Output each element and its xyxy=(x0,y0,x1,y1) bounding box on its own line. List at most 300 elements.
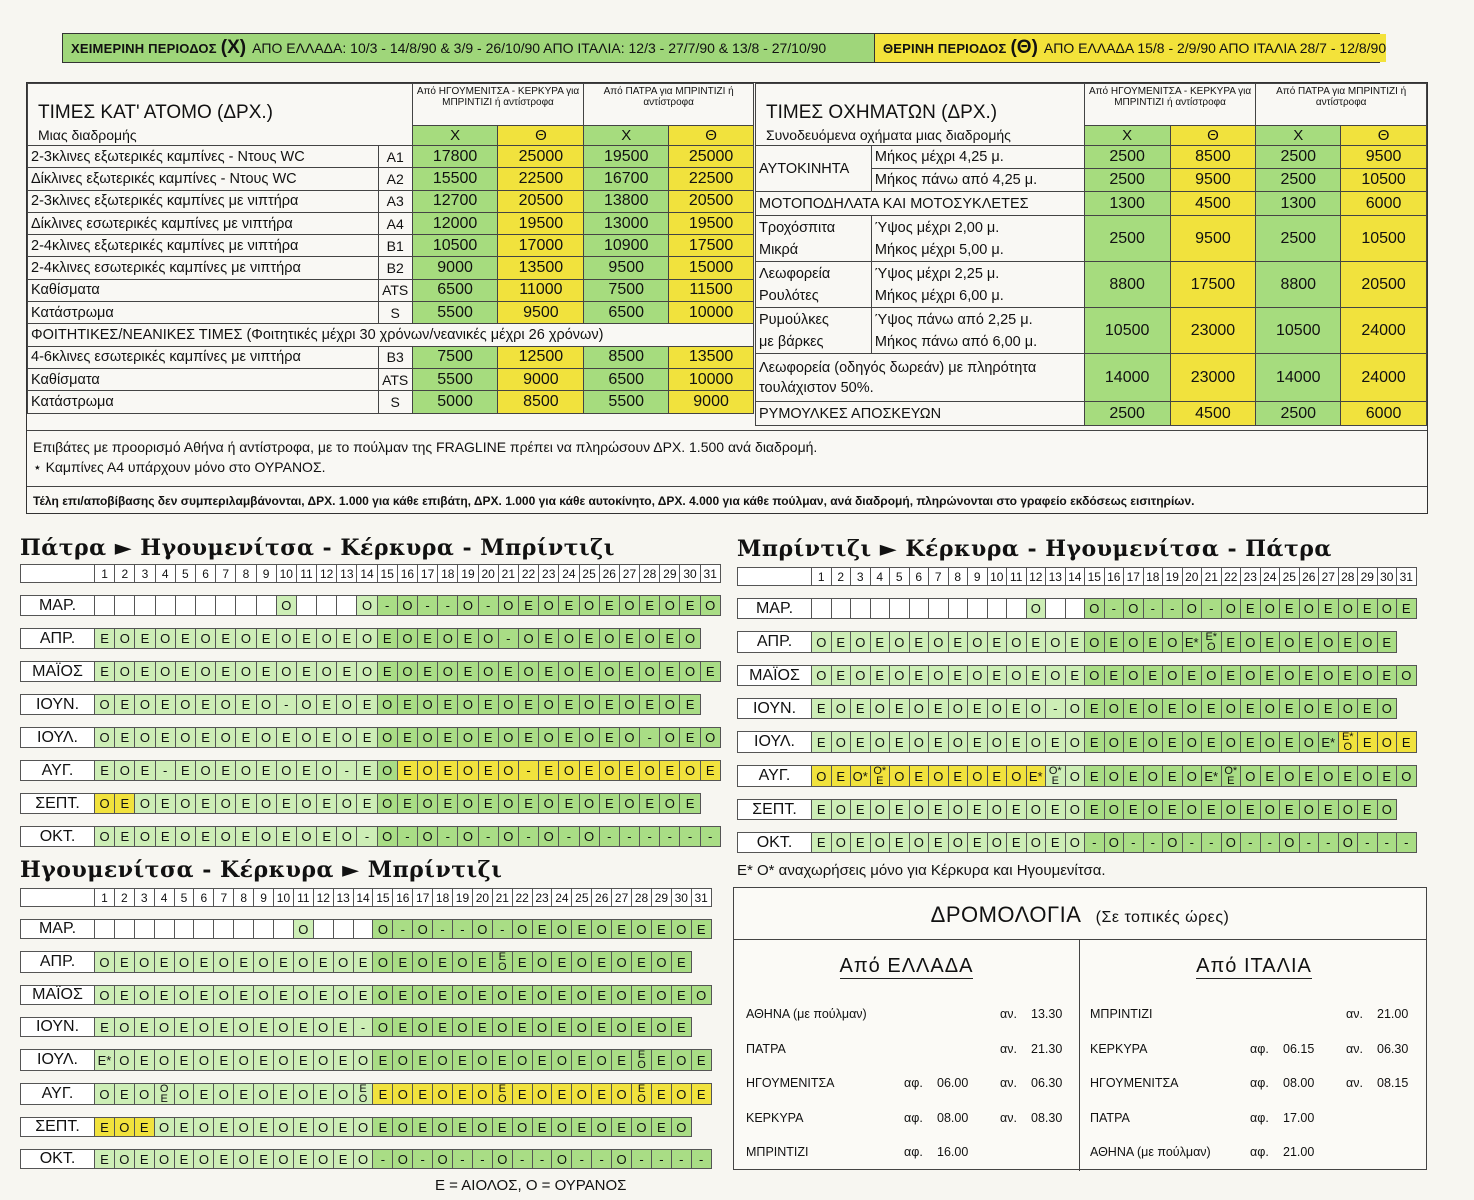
day-cell: Ο xyxy=(1221,833,1241,853)
schedule-place: ΑΘΗΝΑ (με πούλμαν) xyxy=(1090,1145,1211,1159)
day-number: 21 xyxy=(498,565,518,583)
calendar-month-row xyxy=(21,1118,712,1137)
day-cell: Ο xyxy=(214,952,234,973)
price-value: 9000 xyxy=(498,368,584,390)
day-cell: Ο xyxy=(353,1150,373,1169)
day-cell: Ε xyxy=(1104,666,1124,686)
day-cell: Ο xyxy=(418,728,438,748)
day-cell: Ε xyxy=(333,1050,353,1071)
day-cell: Ο xyxy=(453,986,473,1005)
day-cell: Ε xyxy=(214,1150,234,1169)
day-number: 11 xyxy=(1007,568,1027,586)
calendar-corner xyxy=(21,889,95,907)
day-cell: Ε xyxy=(433,952,453,973)
day-cell: Ε xyxy=(1299,632,1319,653)
price-value: 9000 xyxy=(412,257,498,279)
day-cell xyxy=(216,596,236,616)
day-cell: Ο xyxy=(175,794,195,814)
day-cell: Ο xyxy=(680,629,700,649)
price-value: 5000 xyxy=(412,391,498,413)
day-cell: Ε xyxy=(353,986,373,1005)
igoumenitsa-calendar-title: Ηγουμενίτσα - Κέρκυρα ► Μπρίντιζι xyxy=(20,857,503,883)
day-cell: Ε xyxy=(1124,699,1144,719)
person-price-subtitle: Μιας διαδρομής xyxy=(28,126,413,146)
day-cell: Ε xyxy=(831,766,851,787)
day-cell: Ο xyxy=(274,1018,294,1037)
day-cell: Ο xyxy=(1085,599,1105,619)
vehicle-group-name: Ρουλότες xyxy=(759,287,819,304)
day-cell: Ο xyxy=(135,728,155,748)
day-cell: - xyxy=(660,827,680,847)
day-cell: Ε xyxy=(851,699,871,719)
day-cell: Ο xyxy=(890,766,910,787)
day-cell: Ο xyxy=(256,695,276,715)
cabin-code: ATS xyxy=(378,279,412,301)
day-cell: - xyxy=(1182,833,1202,853)
day-cell: Ε xyxy=(1397,599,1417,619)
day-cell: Ο xyxy=(256,728,276,748)
day-cell: Ε xyxy=(438,794,458,814)
day-cell: Ε Ο xyxy=(492,1084,512,1105)
day-cell: Ε xyxy=(115,827,135,847)
day-cell: Ο xyxy=(532,952,552,973)
day-cell: - xyxy=(512,1150,532,1169)
day-cell: Ο xyxy=(532,1084,552,1105)
day-cell: Ο xyxy=(948,833,968,853)
day-cell: Ε xyxy=(397,695,417,715)
day-cell: Ο xyxy=(987,800,1007,820)
day-cell xyxy=(700,695,720,715)
day-cell: - xyxy=(397,827,417,847)
day-cell: Ο xyxy=(831,800,851,820)
day-cell: Ε xyxy=(293,1018,313,1037)
day-cell: Ε xyxy=(254,1118,274,1137)
day-cell: Ε xyxy=(1338,766,1358,787)
day-number: 21 xyxy=(1202,568,1222,586)
from-greece-heading: Από ΕΛΛΑΔΑ xyxy=(839,955,974,977)
day-cell: Ο xyxy=(1163,632,1183,653)
day-cell: Ε xyxy=(472,986,492,1005)
day-cell: Ε xyxy=(1319,800,1339,820)
day-cell: Ο xyxy=(274,1150,294,1169)
col-patra: Από ΠΑΤΡΑ για ΜΠΡΙΝΤΙΖΙ ή αντίστροφα xyxy=(584,84,754,126)
day-cell: Ο xyxy=(413,986,433,1005)
day-cell: Ο xyxy=(115,662,135,682)
day-number: 17 xyxy=(413,889,433,907)
day-cell: Ε xyxy=(357,695,377,715)
price-value: 20500 xyxy=(498,190,584,212)
schedule-place: ΠΑΤΡΑ xyxy=(746,1041,786,1056)
calendar-month-row xyxy=(21,1084,712,1105)
day-cell: Ε xyxy=(1026,666,1046,686)
day-cell: Ε xyxy=(1007,732,1027,753)
price-value: 23000 xyxy=(1170,308,1256,354)
day-number: 1 xyxy=(95,565,115,583)
day-cell: Ε xyxy=(651,1118,671,1137)
day-cell: Ο xyxy=(968,632,988,653)
day-cell: Ο xyxy=(987,833,1007,853)
day-cell: Ε xyxy=(276,794,296,814)
day-number: 7 xyxy=(216,565,236,583)
day-cell: Ε xyxy=(1046,732,1066,753)
day-cell: Ε xyxy=(691,1050,711,1071)
schedule-t1: 16.00 xyxy=(937,1145,969,1159)
day-cell: Ο xyxy=(909,732,929,753)
day-cell: Ο xyxy=(174,986,194,1005)
day-cell: Ε xyxy=(154,986,174,1005)
month-name: ΑΥΓ. xyxy=(738,766,812,787)
cabin-label: 2-3κλινες εξωτερικές καμπίνες - Ντους WC xyxy=(28,146,379,168)
day-number: 8 xyxy=(236,565,256,583)
price-value: 11000 xyxy=(498,279,584,301)
day-cell xyxy=(1397,699,1417,719)
day-cell: Ο xyxy=(929,766,949,787)
day-cell: Ο xyxy=(651,1018,671,1037)
day-cell: Ε xyxy=(592,1084,612,1105)
day-cell: Ε xyxy=(357,794,377,814)
day-cell: Ε xyxy=(276,827,296,847)
month-name: ΜΑΡ. xyxy=(21,596,95,616)
day-cell: Ε xyxy=(296,662,316,682)
day-cell: Ο xyxy=(640,761,660,781)
day-cell: Ε xyxy=(1280,800,1300,820)
period-bar xyxy=(62,33,1387,63)
day-cell: Ε xyxy=(619,629,639,649)
day-cell: Ο xyxy=(909,800,929,820)
day-cell: Ε xyxy=(216,629,236,649)
day-cell: Ο xyxy=(929,632,949,653)
day-cell xyxy=(236,596,256,616)
day-cell xyxy=(890,599,910,619)
day-cell: Ε xyxy=(413,1050,433,1071)
day-cell: Ο xyxy=(276,596,296,616)
day-cell xyxy=(337,596,357,616)
calendar-month-row xyxy=(738,800,1417,820)
calendar-month-row xyxy=(738,699,1417,719)
day-number: 31 xyxy=(700,565,720,583)
day-number: 16 xyxy=(1104,568,1124,586)
winter-dates: ΑΠΟ ΕΛΛΑΔΑ: 10/3 - 14/8/90 & 3/9 - 26/10/90 ΑΠΟ ΙΤΑΛΙΑ: 12/3 - 27/7/90 & 13/8 - 27/10/90 xyxy=(252,40,827,56)
day-cell: Ε xyxy=(518,596,538,616)
day-number: 6 xyxy=(195,565,215,583)
period-header: Χ xyxy=(1256,126,1341,146)
day-cell: Ο xyxy=(135,695,155,715)
day-cell: Ε xyxy=(174,1118,194,1137)
day-cell: Ο xyxy=(1007,766,1027,787)
day-cell: Ε Ο xyxy=(632,1084,652,1105)
day-cell: Ο xyxy=(155,662,175,682)
day-cell: Ο xyxy=(929,666,949,686)
day-cell: Ε xyxy=(95,1118,115,1137)
day-cell: Ο xyxy=(870,699,890,719)
day-cell: Ο xyxy=(1065,699,1085,719)
price-value: 17500 xyxy=(669,235,754,257)
month-name: ΙΟΥΛ. xyxy=(21,728,95,748)
month-name: ΟΚΤ. xyxy=(738,833,812,853)
day-cell: Ε xyxy=(313,952,333,973)
day-number: 14 xyxy=(357,565,377,583)
day-cell: Ο xyxy=(1007,632,1027,653)
schedule-row xyxy=(1080,1145,1420,1161)
day-number: 3 xyxy=(851,568,871,586)
vehicle-group-name: Μικρά xyxy=(759,241,799,258)
day-cell: - xyxy=(478,596,498,616)
day-cell: Ε xyxy=(194,986,214,1005)
day-cell: Ε xyxy=(175,761,195,781)
day-cell xyxy=(155,596,175,616)
day-cell: - xyxy=(680,827,700,847)
day-cell: Ο xyxy=(660,596,680,616)
day-cell: Ε xyxy=(592,1018,612,1037)
day-cell: Ο xyxy=(552,1118,572,1137)
day-cell: Ε xyxy=(812,732,832,753)
day-cell: Ε xyxy=(433,1018,453,1037)
day-cell: Ο xyxy=(1358,632,1378,653)
day-cell: Ε xyxy=(518,794,538,814)
day-number: 21 xyxy=(492,889,512,907)
calendar-month-row xyxy=(21,1018,712,1037)
day-cell: Ο xyxy=(492,1150,512,1169)
day-cell: Ε xyxy=(512,952,532,973)
day-cell: Ε xyxy=(195,728,215,748)
day-cell: Ο xyxy=(1202,666,1222,686)
cabin-label: Κατάστρωμα xyxy=(28,391,379,413)
schedule-a2: αν. xyxy=(1346,1041,1363,1056)
day-number: 8 xyxy=(234,889,254,907)
brindisi-calendar-title: Μπρίντιζι ► Κέρκυρα - Ηγουμενίτσα - Πάτρα xyxy=(737,536,1332,562)
day-cell: Ε* xyxy=(1026,766,1046,787)
day-cell: - xyxy=(619,827,639,847)
price-value: 17800 xyxy=(412,146,498,168)
day-cell: Ο xyxy=(458,761,478,781)
day-number: 10 xyxy=(987,568,1007,586)
day-cell: Ο xyxy=(660,794,680,814)
day-cell: Ε xyxy=(1241,732,1261,753)
day-cell: Ε xyxy=(397,728,417,748)
day-cell xyxy=(1046,599,1066,619)
day-cell: Ε xyxy=(114,1084,134,1105)
day-cell: Ο xyxy=(1299,599,1319,619)
cabin-code: A4 xyxy=(378,212,412,234)
day-cell: Ο xyxy=(851,666,871,686)
trailer-label: ΡΥΜΟΥΛΚΕΣ ΑΠΟΣΚΕΥΩΝ xyxy=(756,402,1085,426)
summer-symbol: (Θ) xyxy=(1010,37,1038,58)
day-cell: Ε xyxy=(134,1050,154,1071)
day-cell: Ε xyxy=(195,827,215,847)
day-cell: Ο xyxy=(700,728,720,748)
day-cell: Ε xyxy=(333,1150,353,1169)
day-cell: Ε xyxy=(1163,766,1183,787)
day-cell: - xyxy=(532,1150,552,1169)
day-number: 9 xyxy=(968,568,988,586)
day-cell: Ο xyxy=(317,629,337,649)
day-cell: Ο xyxy=(115,629,135,649)
price-value: 12500 xyxy=(498,346,584,368)
day-cell: Ο xyxy=(393,1150,413,1169)
day-cell: Ο xyxy=(433,1084,453,1105)
day-cell: Ε xyxy=(498,662,518,682)
price-value: 2500 xyxy=(1256,402,1341,426)
vehicle-price-table xyxy=(755,83,1427,426)
day-cell: Ο xyxy=(1007,666,1027,686)
day-cell xyxy=(691,952,711,973)
day-cell: Ο xyxy=(1085,666,1105,686)
day-cell: Ε xyxy=(812,833,832,853)
day-cell: Ο xyxy=(518,629,538,649)
day-number: 11 xyxy=(293,889,313,907)
period-header: Θ xyxy=(669,126,754,146)
day-cell: Ο xyxy=(453,1018,473,1037)
day-cell: Ο xyxy=(1338,699,1358,719)
winter-symbol: (Χ) xyxy=(220,37,247,58)
day-cell: - xyxy=(1143,833,1163,853)
day-cell: Ε xyxy=(1377,766,1397,787)
day-cell: Ε xyxy=(890,833,910,853)
day-cell: Ο xyxy=(337,695,357,715)
day-number: 25 xyxy=(579,565,599,583)
day-cell: Ο xyxy=(651,952,671,973)
day-cell: Ο xyxy=(1026,833,1046,853)
day-cell: Ο xyxy=(357,629,377,649)
day-cell: Ε xyxy=(1085,766,1105,787)
day-cell: Ε xyxy=(890,699,910,719)
day-cell: Ο xyxy=(559,761,579,781)
day-cell: Ε xyxy=(274,952,294,973)
schedule-row xyxy=(1080,1076,1420,1092)
day-cell: Ο xyxy=(612,1084,632,1105)
day-cell: Ο xyxy=(353,1050,373,1071)
day-cell: Ο xyxy=(532,986,552,1005)
day-cell: Ε xyxy=(1163,699,1183,719)
schedule-place: ΗΓΟΥΜΕΝΙΤΣΑ xyxy=(1090,1076,1179,1090)
calendar-month-row xyxy=(21,662,721,682)
day-number-row xyxy=(21,889,712,907)
day-cell: Ο xyxy=(195,662,215,682)
day-cell: Ο xyxy=(418,695,438,715)
schedule-t1: 17.00 xyxy=(1283,1110,1315,1125)
day-cell: Ο xyxy=(134,952,154,973)
day-cell: Ο xyxy=(337,827,357,847)
day-number: 8 xyxy=(948,568,968,586)
day-cell: Ο xyxy=(155,629,175,649)
day-cell: Ε xyxy=(174,1050,194,1071)
day-cell: Ο xyxy=(660,695,680,715)
day-cell: Ε xyxy=(1007,800,1027,820)
day-cell: Ε xyxy=(1260,766,1280,787)
day-cell: Ο xyxy=(1280,632,1300,653)
day-cell: Ο xyxy=(632,920,652,939)
price-value: 7500 xyxy=(412,346,498,368)
price-value: 9500 xyxy=(498,302,584,324)
day-cell: - xyxy=(418,596,438,616)
day-number: 3 xyxy=(134,889,154,907)
day-cell: Ε xyxy=(373,1118,393,1137)
price-value: 5500 xyxy=(584,391,669,413)
day-cell: Ο xyxy=(373,952,393,973)
day-cell: Ε xyxy=(559,596,579,616)
day-number: 20 xyxy=(478,565,498,583)
price-value: 2500 xyxy=(1256,216,1341,262)
day-cell: Ο xyxy=(498,827,518,847)
day-cell: Ο xyxy=(1104,766,1124,787)
day-cell: Ο xyxy=(377,695,397,715)
day-number: 6 xyxy=(194,889,214,907)
cabin-code: ATS xyxy=(378,368,412,390)
day-cell: Ο xyxy=(413,952,433,973)
day-cell: Ο xyxy=(438,629,458,649)
bus-label xyxy=(756,354,1085,402)
day-cell: Ε xyxy=(552,986,572,1005)
day-number: 29 xyxy=(651,889,671,907)
month-name: ΙΟΥΛ. xyxy=(738,732,812,753)
vehicle-dimension: Μήκος πάνω από 6,00 μ. xyxy=(874,333,1038,350)
day-cell: Ε xyxy=(95,761,115,781)
day-cell: Ε xyxy=(1046,800,1066,820)
day-cell: Ο xyxy=(313,1118,333,1137)
day-cell: Ο xyxy=(373,986,393,1005)
day-cell: Ε xyxy=(660,761,680,781)
vehicle-dimensions xyxy=(871,216,1084,262)
calendar-month-row xyxy=(738,833,1417,853)
day-cell: Ε xyxy=(512,1018,532,1037)
day-cell: Ο xyxy=(254,1084,274,1105)
day-number: 12 xyxy=(313,889,333,907)
calendar-month-row xyxy=(738,632,1417,653)
day-cell: Ο xyxy=(1143,732,1163,753)
winter-period xyxy=(63,34,874,62)
day-cell xyxy=(831,599,851,619)
day-cell: Ο xyxy=(393,1050,413,1071)
day-number: 24 xyxy=(552,889,572,907)
day-cell: Ο xyxy=(478,629,498,649)
day-cell: Ε xyxy=(1124,732,1144,753)
day-cell: Ε xyxy=(492,1050,512,1071)
day-cell: Ε xyxy=(831,666,851,686)
day-cell: Ε xyxy=(1085,699,1105,719)
day-cell: Ε xyxy=(512,986,532,1005)
price-value: 1300 xyxy=(1256,192,1341,216)
month-name: ΑΠΡ. xyxy=(21,629,95,649)
schedule-a1: αφ. xyxy=(1250,1076,1269,1090)
day-cell: Ο xyxy=(95,794,115,814)
day-cell: Ο xyxy=(296,728,316,748)
day-cell: Ε xyxy=(254,1150,274,1169)
day-cell xyxy=(234,920,254,939)
day-cell: - xyxy=(1260,833,1280,853)
day-cell: Ο xyxy=(1124,599,1144,619)
day-cell: Ε xyxy=(651,1050,671,1071)
day-cell: - xyxy=(592,1150,612,1169)
day-cell: Ε xyxy=(660,629,680,649)
day-cell xyxy=(1397,632,1417,653)
schedule-a1: αφ. xyxy=(1250,1041,1269,1056)
schedule-a1: αφ. xyxy=(904,1145,923,1159)
car-long-label: Μήκος πάνω από 4,25 μ. xyxy=(871,169,1084,192)
price-row xyxy=(28,368,754,390)
day-cell: Ε xyxy=(397,761,417,781)
day-cell: Ε xyxy=(413,1084,433,1105)
cabin-label: Δίκλινες εσωτερικές καμπίνες με νιπτήρα xyxy=(28,212,379,234)
day-cell: Ε xyxy=(293,1150,313,1169)
day-cell: Ε xyxy=(478,728,498,748)
day-cell: Ο xyxy=(135,827,155,847)
day-number: 1 xyxy=(95,889,115,907)
day-number: 18 xyxy=(433,889,453,907)
period-header: Χ xyxy=(1084,126,1170,146)
day-cell: Ο xyxy=(397,596,417,616)
schedule-row xyxy=(734,1111,1074,1127)
day-cell: Ο xyxy=(1397,666,1417,686)
